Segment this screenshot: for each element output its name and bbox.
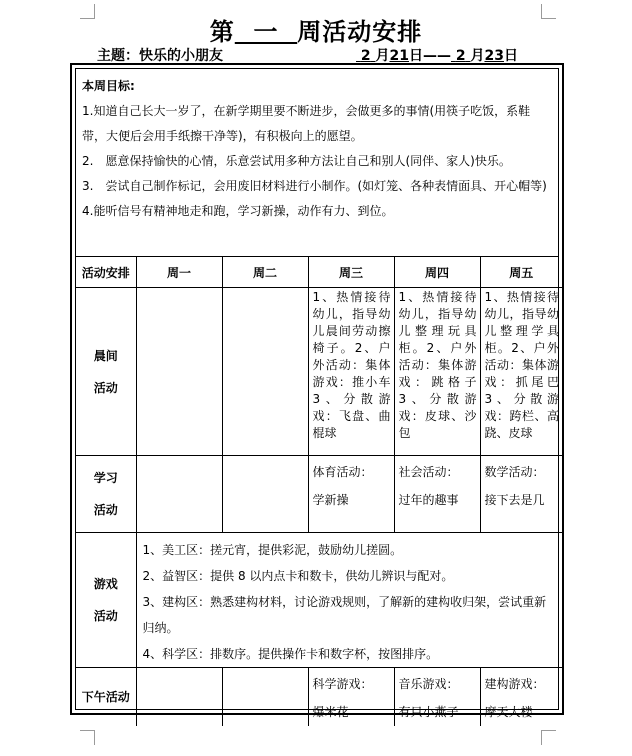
cell-empty [222,668,308,727]
cell-morning-wed: 1、热情接待幼儿，指导幼儿晨间劳动擦椅子。2、户外活动：集体游戏：推小车3、分散游戏：飞盘、曲棍球 [308,288,394,456]
cell-empty [222,456,308,533]
cell-afternoon-wed: 科学游戏： 爆米花 [308,668,394,727]
header-cell: 周一 [136,257,222,288]
theme-label: 主题：快乐的小朋友 [97,48,223,64]
date-range: 2 月21日—— 2 月23日 [360,48,518,64]
schedule-frame [70,63,564,719]
cell-empty [136,288,222,456]
table-row-study [76,456,562,533]
game-item: 4、科学区：排数序。提供操作卡和数字杯，按图排序。 [142,647,439,661]
goal-item: 4.能听信号有精神地走和跑，学习新操，动作有力、到位。 [82,204,394,218]
goal-item: 2. 愿意保持愉快的心情，乐意尝试用多种方法让自己和别人(同伴、家人)快乐。 [82,154,511,168]
table-row-morning [76,288,562,456]
table-row-game [76,533,562,668]
header-cell: 周五 [480,257,562,288]
cell-empty [222,288,308,456]
header-cell: 周二 [222,257,308,288]
week-number: 一 [253,17,279,46]
cell-study-fri: 数学活动： 接下去是几 [480,456,562,533]
cell-empty [136,456,222,533]
page-corner-mark [541,730,556,745]
header-cell: 周四 [394,257,480,288]
title-suffix: 周活动安排 [297,17,423,46]
row-label-morning: 晨间 活动 [76,288,136,456]
cell-study-wed: 体育活动： 学新操 [308,456,394,533]
cell-afternoon-thu: 音乐游戏： 有只小燕子 [394,668,480,727]
header-cell: 活动安排 [76,257,136,288]
game-item: 1、美工区：搓元宵，提供彩泥，鼓励幼儿搓圆。 [142,543,403,557]
game-item: 2、益智区：提供 8 以内点卡和数卡，供幼儿辨识与配对。 [142,569,454,583]
table-header-row [76,257,562,288]
cell-game-content [136,533,562,668]
cell-study-thu: 社会活动： 过年的趣事 [394,456,480,533]
cell-morning-fri: 1、热情接待幼儿，指导幼儿整理学具柜。2、户外活动：集体游戏：抓尾巴3、分散游戏：跨栏、高跷、皮球 [480,288,562,456]
goal-item: 1.知道自己长大一岁了，在新学期里要不断进步，会做更多的事情(用筷子吃饭，系鞋带，大便后会用手纸擦干净等)，有积极向上的愿望。 [82,104,531,143]
page-corner-mark [80,730,95,745]
row-label-afternoon: 下午活动 [76,668,136,727]
row-label-game: 游戏 活动 [76,533,136,668]
cell-empty [136,668,222,727]
page-title [0,12,632,47]
weekly-goals [76,69,558,257]
row-label-study: 学习 活动 [76,456,136,533]
cell-afternoon-fri: 建构游戏： 摩天大楼 [480,668,562,727]
header-cell: 周三 [308,257,394,288]
goal-item: 3. 尝试自己制作标记，会用废旧材料进行小制作。(如灯笼、各种表情面具、开心帽等) [82,179,547,193]
title-prefix: 第 [209,17,235,46]
game-item: 3、建构区：熟悉建构材料，讨论游戏规则，了解新的建构收归架，尝试重新归纳。 [142,595,547,635]
table-row-afternoon [76,668,562,727]
cell-morning-thu: 1、热情接待幼儿，指导幼儿整理玩具柜。2、户外活动：集体游戏：跳格子3、分散游戏：皮球、沙包 [394,288,480,456]
goals-heading: 本周目标: [82,79,135,93]
schedule-table [76,257,562,726]
